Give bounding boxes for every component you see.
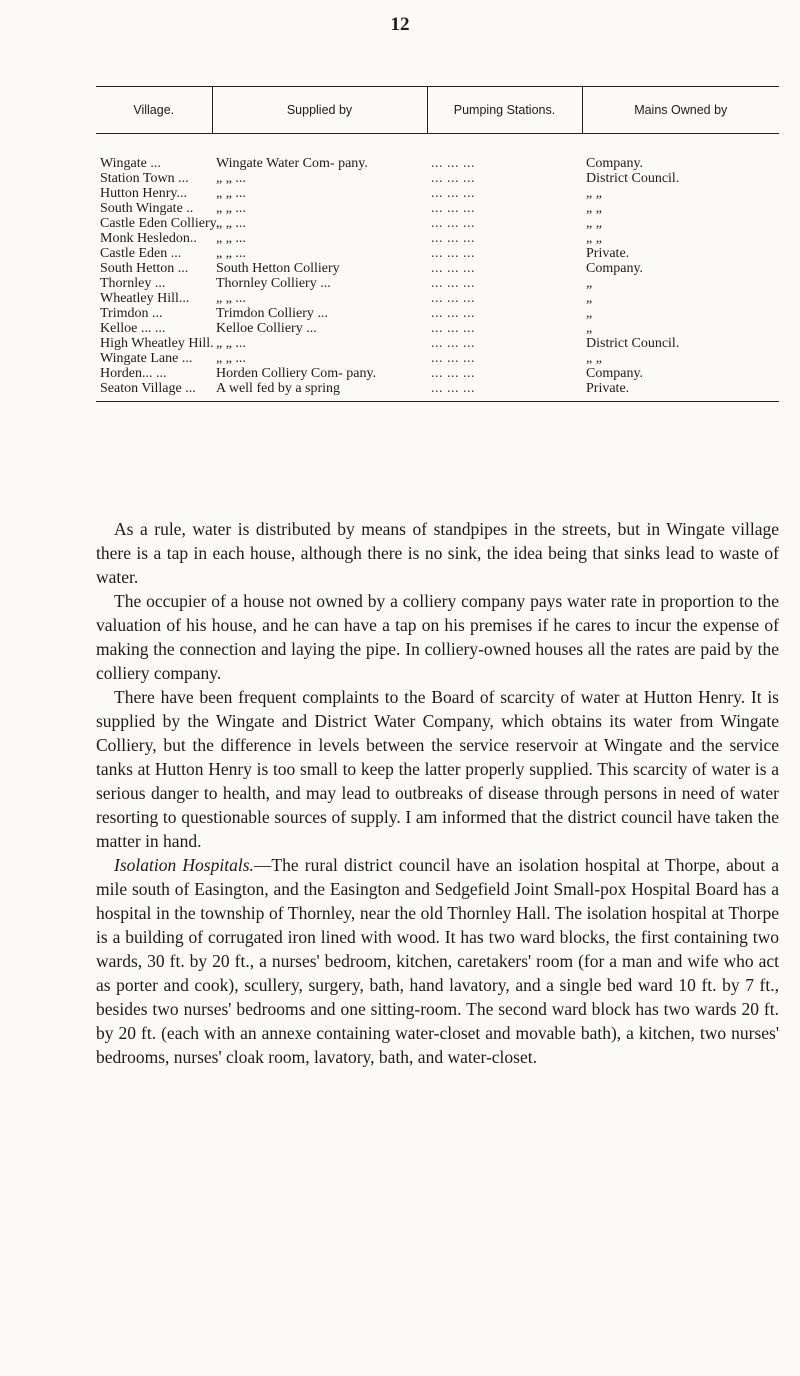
cell-mains: Company. <box>586 366 644 381</box>
table-row <box>96 306 779 321</box>
cell-mains: Company. <box>586 261 644 276</box>
table-row <box>96 291 779 306</box>
cell-village: Seaton Village ... <box>100 381 196 396</box>
cell-mains: Private. <box>586 246 630 261</box>
cell-village: Kelloe ... ... <box>100 321 166 336</box>
cell-supplied: „ „ ... <box>216 216 246 231</box>
cell-supplied: Thornley Colliery ... <box>216 276 331 291</box>
cell-pumping: ... ... ... <box>431 231 475 246</box>
cell-supplied: Kelloe Colliery ... <box>216 321 317 336</box>
header-supplied-by: Supplied by <box>212 87 427 134</box>
cell-pumping: ... ... ... <box>431 321 475 336</box>
cell-mains: Private. <box>586 381 630 396</box>
cell-village: Wingate Lane ... <box>100 351 193 366</box>
cell-mains: „ <box>586 321 593 336</box>
table-header-row <box>96 87 779 134</box>
table-row <box>96 381 779 402</box>
cell-supplied: „ „ ... <box>216 291 246 306</box>
cell-village: Trimdon ... <box>100 306 163 321</box>
cell-supplied: „ „ ... <box>216 351 246 366</box>
cell-pumping: ... ... ... <box>431 186 475 201</box>
header-village: Village. <box>96 87 212 134</box>
cell-mains: District Council. <box>586 336 680 351</box>
table-body <box>96 134 779 402</box>
table-row <box>96 321 779 336</box>
cell-supplied: A well fed by a spring <box>216 381 341 396</box>
cell-supplied: Wingate Water Com- pany. <box>216 156 368 171</box>
cell-mains: „ „ <box>586 231 602 246</box>
cell-pumping: ... ... ... <box>431 306 475 321</box>
cell-pumping: ... ... ... <box>431 291 475 306</box>
cell-pumping: ... ... ... <box>431 201 475 216</box>
paragraph-scarcity: There have been frequent complaints to the Board of scarcity of water at Hutton Henry. It is supplied by the Wingate and District Water Company, which obtains its water from Wingate Colliery, but the difference in levels between the service reservoir at Wingate and the service tanks at Hutton Henry is too small to keep the latter properly supplied. This scarcity of water is a serious danger to health, and may lead to outbreaks of disease through persons in need of water resorting to questionable sources of supply. I am informed that the district council have taken the matter in hand. <box>96 687 779 851</box>
cell-village: Castle Eden ... <box>100 246 182 261</box>
cell-supplied: „ „ ... <box>216 336 246 351</box>
cell-supplied: „ „ ... <box>216 171 246 186</box>
table-row <box>96 201 779 216</box>
cell-village: Wingate ... <box>100 156 161 171</box>
cell-supplied: Horden Colliery Com- pany. <box>216 366 377 381</box>
table-row <box>96 351 779 366</box>
table-row <box>96 216 779 231</box>
cell-village: High Wheatley Hill. <box>100 336 214 351</box>
cell-mains: District Council. <box>586 171 680 186</box>
cell-supplied: „ „ ... <box>216 231 246 246</box>
water-supply-table <box>96 86 779 402</box>
table-row <box>96 336 779 351</box>
cell-village: Hutton Henry... <box>100 186 187 201</box>
cell-supplied: „ „ ... <box>216 186 246 201</box>
header-mains-owned-by: Mains Owned by <box>582 87 779 134</box>
cell-mains: „ „ <box>586 216 602 231</box>
table-row <box>96 246 779 261</box>
cell-mains: „ <box>586 276 593 291</box>
page-number: 12 <box>390 14 410 35</box>
cell-mains: „ <box>586 291 593 306</box>
cell-mains: Company. <box>586 156 644 171</box>
paragraph-water-rate: The occupier of a house not owned by a colliery company pays water rate in proportion to the valuation of his house, and he can have a tap on his premises if he cares to incur the expense of making the connection and laying the pipe. In colliery-owned houses all the rates are paid by the colliery company. <box>96 591 779 683</box>
cell-pumping: ... ... ... <box>431 351 475 366</box>
cell-pumping: ... ... ... <box>431 171 475 186</box>
cell-village: Castle Eden Colliery. <box>100 216 220 231</box>
cell-village: Station Town ... <box>100 171 189 186</box>
cell-supplied: „ „ ... <box>216 201 246 216</box>
cell-village: South Wingate .. <box>100 201 194 216</box>
cell-mains: „ „ <box>586 351 602 366</box>
table-row <box>96 231 779 246</box>
header-pumping-stations: Pumping Stations. <box>427 87 582 134</box>
table-row <box>96 261 779 276</box>
cell-pumping: ... ... ... <box>431 366 475 381</box>
cell-supplied: South Hetton Colliery <box>216 261 340 276</box>
table-row <box>96 366 779 381</box>
cell-supplied: „ „ ... <box>216 246 246 261</box>
cell-pumping: ... ... ... <box>431 336 475 351</box>
cell-pumping: ... ... ... <box>431 381 475 396</box>
cell-village: Wheatley Hill... <box>100 291 190 306</box>
table-row <box>96 276 779 291</box>
paragraph-isolation-hospitals <box>96 853 779 1069</box>
body-text <box>96 517 779 1069</box>
cell-mains: „ <box>586 306 593 321</box>
cell-pumping: ... ... ... <box>431 216 475 231</box>
cell-village: Thornley ... <box>100 276 166 291</box>
table-row <box>96 186 779 201</box>
cell-pumping: ... ... ... <box>431 276 475 291</box>
cell-village: Horden... ... <box>100 366 167 381</box>
cell-mains: „ „ <box>586 186 602 201</box>
isolation-hospitals-heading: Isolation Hospitals. <box>114 855 254 875</box>
cell-pumping: ... ... ... <box>431 156 475 171</box>
isolation-hospitals-text: —The rural district council have an isolation hospital at Thorpe, about a mile south of Easington, and the Easington and Sedgefield Joint Small-pox Hospital Board has a hospital in the township of Thornley, near the old Thornley Hall. The isolation hospital at Thorpe is a building of corrugated iron lined with wood. It has two ward blocks, the first containing two wards, 30 ft. by 20 ft., a nurses' bedroom, kitchen, caretakers' room (for a man and wife who act as porter and cook), scullery, surgery, bath, hand lavatory, and a single bed ward 10 ft. by 7 ft., besides two nurses' bedrooms and one sitting-room. The second ward block has two wards 20 ft. by 20 ft. (each with an annexe containing water-closet and movable bath), a kitchen, two nurses' bedrooms, nurses' cloak room, lavatory, bath, and water-closet. <box>96 855 779 1067</box>
cell-mains: „ „ <box>586 201 602 216</box>
cell-village: South Hetton ... <box>100 261 189 276</box>
cell-pumping: ... ... ... <box>431 246 475 261</box>
paragraph-standpipes: As a rule, water is distributed by means of standpipes in the streets, but in Wingate village there is a tap in each house, although there is no sink, the idea being that sinks lead to waste of water. <box>96 519 779 587</box>
cell-village: Monk Hesledon.. <box>100 231 197 246</box>
cell-pumping: ... ... ... <box>431 261 475 276</box>
table-row <box>96 171 779 186</box>
table-row <box>96 156 779 171</box>
cell-supplied: Trimdon Colliery ... <box>216 306 328 321</box>
